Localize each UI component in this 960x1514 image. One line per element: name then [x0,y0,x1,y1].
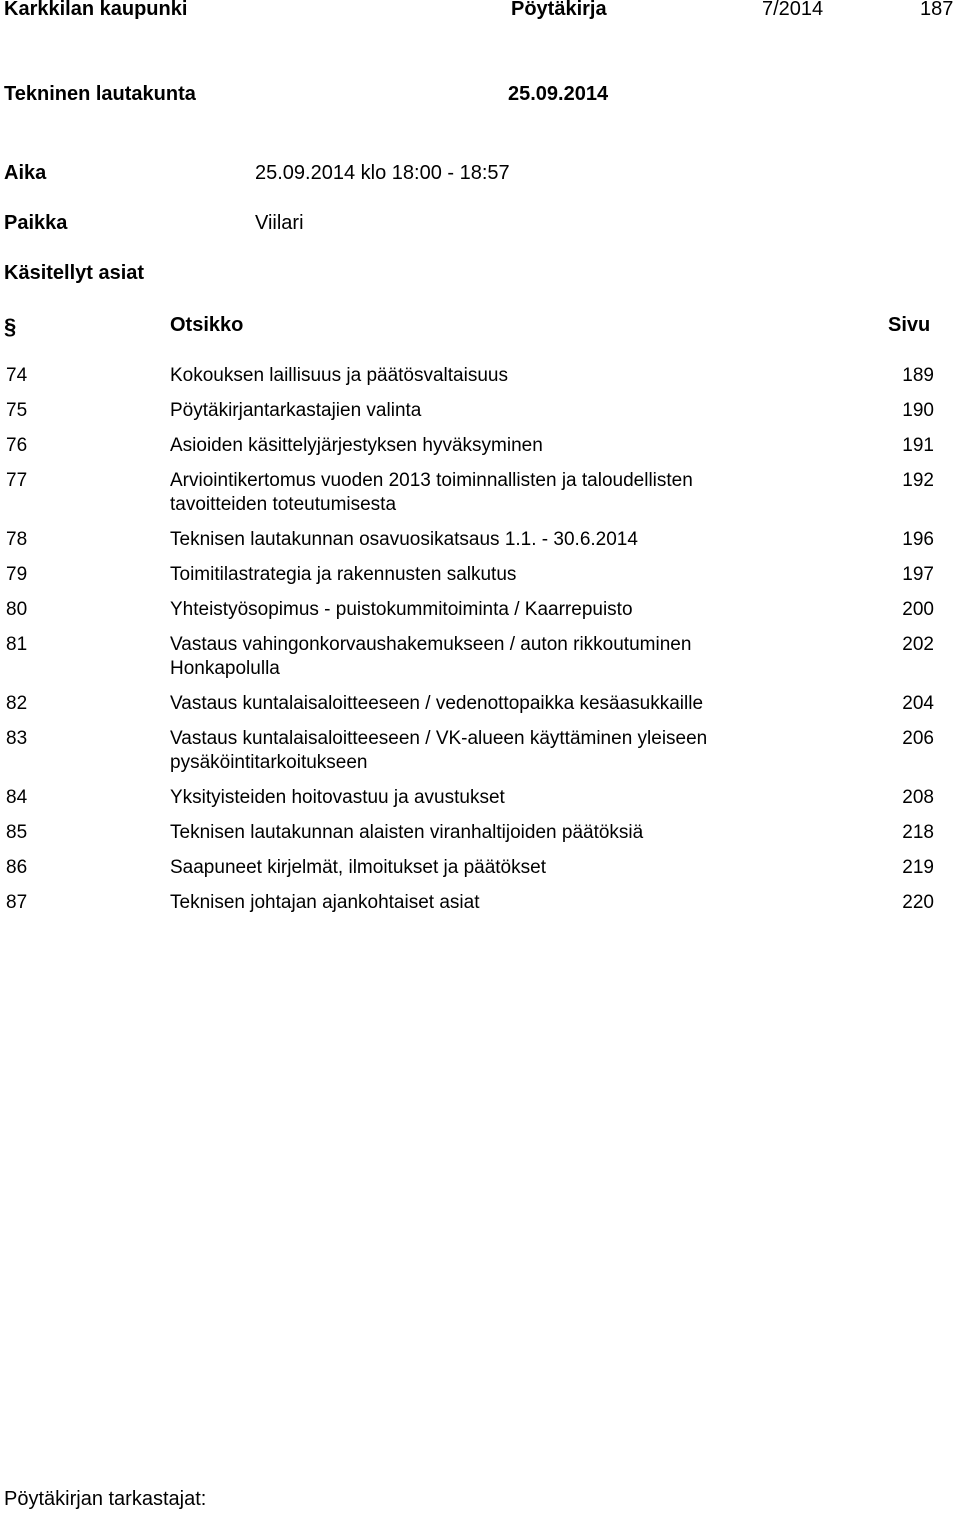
agenda-row [0,633,960,681]
agenda-item-number: 87 [6,892,28,913]
agenda-item-title: Teknisen lautakunnan osavuosikatsaus 1.1. - 30.6.2014 [170,529,638,550]
agenda-row [0,434,960,458]
agenda-item-page: 218 [902,822,934,843]
agenda-item-title: Toimitilastrategia ja rakennusten salkutus [170,564,517,585]
agenda-item-page: 191 [902,435,934,456]
agenda-item-page: 204 [902,693,934,714]
agenda-item-number: 81 [6,634,28,655]
agenda-item-title: Vastaus kuntalaisaloitteeseen / VK-alueen käyttäminen yleiseen pysäköintitarkoitukseen [170,728,708,773]
place-label: Paikka [4,212,68,234]
agenda-item-number: 76 [6,435,28,456]
agenda-item-title: Vastaus kuntalaisaloitteeseen / vedenottopaikka kesäasukkaille [170,693,704,714]
agenda-item-number: 79 [6,564,28,585]
agenda-row [0,891,960,915]
agenda-row [0,364,960,388]
section-sign-icon: § [4,314,17,339]
agenda-item-number: 77 [6,470,28,491]
agenda-item-title: Teknisen lautakunnan alaisten viranhaltijoiden päätöksiä [170,822,644,843]
agenda-item-title: Kokouksen laillisuus ja päätösvaltaisuus [170,365,508,386]
document-type: Pöytäkirja [511,0,607,20]
agenda-item-number: 83 [6,728,28,749]
time-label: Aika [4,162,47,184]
agenda-item-page: 192 [902,470,934,491]
agenda-item-title: Pöytäkirjantarkastajien valinta [170,400,422,421]
agenda-list [0,364,960,926]
agenda-item-number: 85 [6,822,28,843]
agenda-item-page: 206 [902,728,934,749]
document-number: 7/2014 [762,0,824,20]
page-number: 187 [920,0,954,20]
agenda-item-page: 189 [902,365,934,386]
agenda-item-page: 196 [902,529,934,550]
agenda-item-number: 86 [6,857,28,878]
agenda-item-page: 190 [902,400,934,421]
signature-label: Pöytäkirjan tarkastajat: [4,1488,207,1510]
agenda-item-number: 78 [6,529,28,550]
agenda-item-title: Yksityisteiden hoitovastuu ja avustukset [170,787,505,808]
agenda-item-page: 200 [902,599,934,620]
agenda-item-page: 208 [902,787,934,808]
agenda-row [0,856,960,880]
agenda-row [0,563,960,587]
agenda-item-number: 75 [6,400,28,421]
agenda-item-title: Yhteistyösopimus - puistokummitoiminta / Kaarrepuisto [170,599,633,620]
agenda-item-number: 82 [6,693,28,714]
agenda-item-page: 202 [902,634,934,655]
board-name: Tekninen lautakunta [4,83,196,105]
time-value: 25.09.2014 klo 18:00 - 18:57 [255,162,510,184]
agenda-item-title: Teknisen johtajan ajankohtaiset asiat [170,892,480,913]
agenda-item-page: 197 [902,564,934,585]
agenda-row [0,528,960,552]
agenda-header [0,314,960,342]
agenda-item-number: 74 [6,365,28,386]
agenda-row [0,598,960,622]
agenda-row [0,821,960,845]
place-value: Viilari [255,212,304,234]
agenda-row [0,399,960,423]
meeting-date: 25.09.2014 [508,83,609,105]
agenda-item-number: 84 [6,787,28,808]
agenda-item-page: 219 [902,857,934,878]
column-title-header: Otsikko [170,314,244,336]
agenda-item-title: Arviointikertomus vuoden 2013 toiminnallisten ja taloudellisten tavoitteiden toteutumisesta [170,470,693,515]
agenda-row [0,727,960,775]
agenda-row [0,469,960,517]
city-name: Karkkilan kaupunki [4,0,188,20]
column-page-header: Sivu [888,314,931,336]
agenda-row [0,786,960,810]
agenda-item-title: Asioiden käsittelyjärjestyksen hyväksyminen [170,435,543,456]
agenda-row [0,692,960,716]
agenda-item-title: Saapuneet kirjelmät, ilmoitukset ja päätökset [170,857,546,878]
agenda-item-title: Vastaus vahingonkorvaushakemukseen / auton rikkoutuminen Honkapolulla [170,634,692,679]
handled-items-label: Käsitellyt asiat [4,262,145,284]
agenda-item-number: 80 [6,599,28,620]
agenda-item-page: 220 [902,892,934,913]
